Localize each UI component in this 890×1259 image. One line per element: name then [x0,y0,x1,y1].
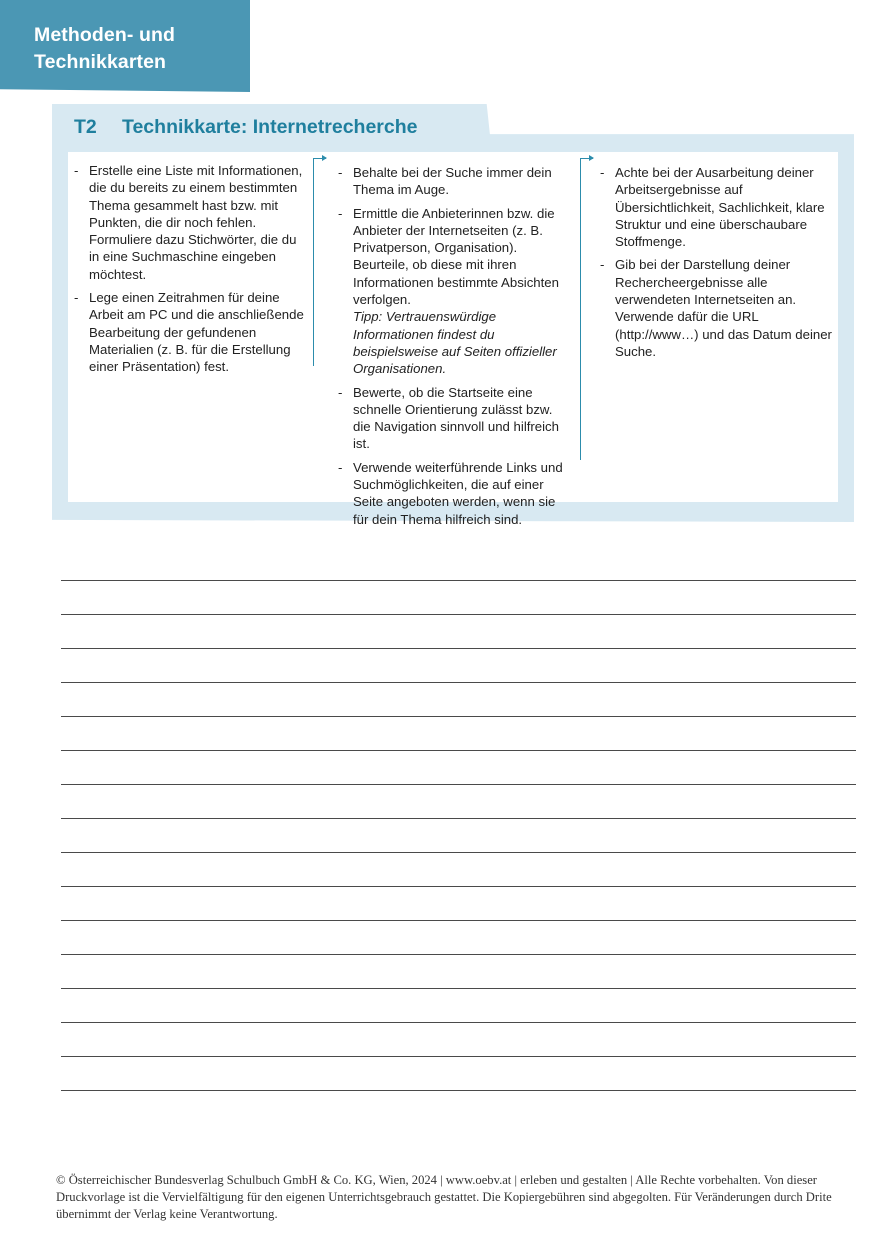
writing-line [61,614,856,648]
section-header-title-line1: Methoden- und [34,24,176,46]
list-item-text: Verwende weiterführende Links und Suchmöglichkeiten, die auf einer Seite angeboten werden, wenn sie für dein Thema hilfreich sind. [353,459,563,527]
writing-line [61,920,856,954]
list-item-text: Ermittle die Anbieterinnen bzw. die Anbieter der Internetseiten (z. B. Privatperson, Organisation). Beurteile, ob diese mit ihren Informationen bestimmte Absichten verfolgen. [353,205,559,308]
card-code: T2 [74,116,97,138]
column-arrow-icon-2 [581,158,593,159]
list-item-text: Gib bei der Darstellung deiner Rechercheergebnisse alle verwendeten Internetseiten an. Verwende dafür die URL (http://www…) und das Datum deiner Suche. [615,257,832,359]
list-item-text: Behalte bei der Suche immer dein Thema im Auge. [353,165,552,198]
column-connector-1 [313,158,314,366]
list-item: - Ermittle die Anbieterinnen bzw. die Anbieter der Internetseiten (z. B. Privatperson, Organisation). Beurteile, ob diese mit ihren Informationen bestimmte Absichten verfolgen. Tipp: Vertrauenswürdige Informationen findest du beispielsweise auf Seiten offizieller Organisationen. [338,205,573,378]
writing-line [61,886,856,920]
list-item: - Bewerte, ob die Startseite eine schnelle Orientierung zulässt bzw. die Navigation sinnvoll und hilfreich ist. [338,384,559,452]
list-item-text: Achte bei der Ausarbeitung deiner Arbeitsergebnisse auf Übersichtlichkeit, Sachlichkeit, klare Struktur und eine überschaubare Stoffmenge. [615,165,825,250]
list-item-text: Erstelle eine Liste mit Informationen, die du bereits zu einem bestimmten Thema gesammelt hast bzw. mit Punkten, die dir noch fehlen. Formuliere dazu Stichwörter, die du in eine Suchmaschine eingeben möchtest. [89,163,303,282]
list-item-text: Lege einen Zeitrahmen für deine Arbeit am PC und die anschließende Bearbeitung der gefundenen Materialien (z. B. für die Erstellung einer Präsentation) fest. [89,290,304,375]
list-item: - Erstelle eine Liste mit Informationen, die du bereits zu einem bestimmten Thema gesammelt hast bzw. mit Punkten, die dir noch fehlen. Formuliere dazu Stichwörter, die du in eine Suchmaschine eingeben möchtest. [74,163,303,282]
writing-line [61,716,856,750]
writing-line [61,1056,856,1090]
column-arrow-icon-1 [314,158,326,159]
writing-lines [61,580,856,1124]
list-item-text: Bewerte, ob die Startseite eine schnelle Orientierung zulässt bzw. die Navigation sinnvoll und hilfreich ist. [353,384,559,452]
list-item: - Verwende weiterführende Links und Suchmöglichkeiten, die auf einer Seite angeboten werden, wenn sie für dein Thema hilfreich sind. [338,459,563,527]
card-column-1 [74,162,308,382]
writing-line [61,1022,856,1056]
writing-line [61,818,856,852]
list-item: - Behalte bei der Suche immer dein Thema im Auge. [338,165,552,198]
writing-line [61,1090,856,1124]
tip-text: Tipp: Vertrauenswürdige Informationen findest du beispielsweise auf Seiten offizieller Organisationen. [353,309,557,377]
card-title: Technikkarte: Internetrecherche [122,116,418,138]
column-connector-2 [580,158,581,460]
writing-line [61,750,856,784]
writing-line [61,988,856,1022]
section-header-title-line2: Technikkarten [34,51,167,73]
list-item: - Achte bei der Ausarbeitung deiner Arbeitsergebnisse auf Übersichtlichkeit, Sachlichkeit, klare Struktur und eine überschaubare Stoffmenge. [600,165,825,250]
list-item: - Gib bei der Darstellung deiner Rechercheergebnisse alle verwendeten Internetseiten an. Verwende dafür die URL (http://www…) und das Datum deiner Suche. [600,257,832,359]
card-column-2 [338,164,573,534]
writing-line [61,648,856,682]
section-header-title [34,22,175,76]
writing-line [61,852,856,886]
list-item: - Lege einen Zeitrahmen für deine Arbeit am PC und die anschließende Bearbeitung der gefundenen Materialien (z. B. für die Erstellung einer Präsentation) fest. [74,290,304,375]
card-column-3 [600,164,832,366]
writing-line [61,580,856,614]
writing-line [61,682,856,716]
writing-line [61,784,856,818]
copyright-footer: © Österreichischer Bundesverlag Schulbuch GmbH & Co. KG, Wien, 2024 | www.oebv.at | erleben und gestalten | Alle Rechte vorbehalten. Von dieser Druckvorlage ist die Vervielfältigung für den eigenen Unterrichtsgebrauch gestattet. Die Kopiergebühren sind abgegolten. Für Veränderungen durch Drite übernimmt der Verlag keine Verantwortung. [56,1173,832,1221]
writing-line [61,954,856,988]
